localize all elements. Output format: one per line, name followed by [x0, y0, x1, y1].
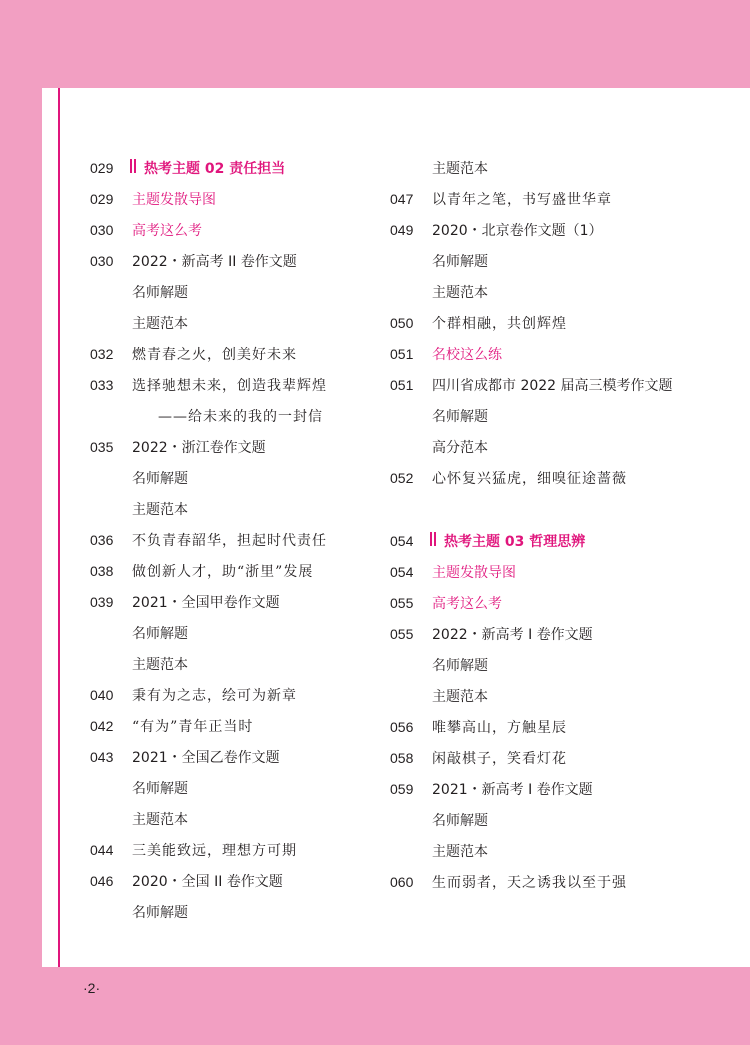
toc-title: 2022・新高考 II 卷作文题 — [132, 253, 297, 270]
toc-page-number: 033 — [90, 376, 114, 393]
toc-entry[interactable] — [390, 369, 740, 400]
toc-title: 三美能致远，理想方可期 — [132, 842, 297, 859]
toc-entry[interactable] — [90, 245, 390, 276]
toc-entry[interactable] — [90, 648, 390, 679]
toc-title: 2020・全国 II 卷作文题 — [132, 873, 283, 890]
toc-title: 主题范本 — [432, 284, 488, 301]
toc-page-number: 029 — [90, 190, 114, 207]
toc-title: 2022・浙江卷作文题 — [132, 439, 266, 456]
toc-entry[interactable] — [90, 741, 390, 772]
toc-title: 2022・新高考 I 卷作文题 — [432, 626, 593, 643]
toc-entry[interactable] — [390, 742, 740, 773]
toc-entry[interactable] — [90, 896, 390, 927]
toc-entry[interactable] — [390, 214, 740, 245]
toc-left-column — [90, 152, 390, 927]
toc-entry[interactable] — [390, 680, 740, 711]
toc-title: 名师解题 — [132, 284, 188, 301]
toc-entry[interactable] — [90, 400, 390, 431]
toc-page-number: 055 — [390, 625, 414, 642]
toc-page-number: 038 — [90, 562, 114, 579]
toc-page-number: 055 — [390, 594, 414, 611]
toc-page-number: 054 — [390, 563, 414, 580]
toc-page-number: 042 — [90, 717, 114, 734]
toc-page-number: 039 — [90, 593, 114, 610]
toc-title: 唯攀高山，方触星辰 — [432, 719, 567, 736]
toc-title: 主题范本 — [432, 843, 488, 860]
toc-title: 名师解题 — [432, 408, 488, 425]
toc-entry[interactable] — [390, 400, 740, 431]
toc-entry[interactable] — [90, 617, 390, 648]
toc-entry[interactable] — [90, 307, 390, 338]
toc-right-column — [390, 152, 740, 897]
toc-title: 生而弱者，天之诱我以至于强 — [432, 874, 627, 891]
toc-page-number: 030 — [90, 252, 114, 269]
toc-page-number: 054 — [390, 532, 414, 549]
margin-rule — [58, 88, 60, 967]
toc-entry[interactable] — [90, 524, 390, 555]
toc-entry[interactable] — [390, 649, 740, 680]
toc-entry[interactable] — [90, 679, 390, 710]
toc-page-number: 051 — [390, 345, 414, 362]
toc-title: 高分范本 — [432, 439, 488, 456]
toc-title: 主题范本 — [132, 501, 188, 518]
toc-entry[interactable] — [90, 338, 390, 369]
toc-entry[interactable] — [90, 710, 390, 741]
toc-title: 主题范本 — [132, 656, 188, 673]
toc-page-number: 052 — [390, 469, 414, 486]
toc-title: 心怀复兴猛虎，细嗅征途蔷薇 — [432, 470, 627, 487]
toc-entry[interactable] — [390, 152, 740, 183]
toc-entry[interactable] — [90, 214, 390, 245]
toc-entry[interactable] — [390, 835, 740, 866]
toc-page-number: 043 — [90, 748, 114, 765]
toc-title: 以青年之笔，书写盛世华章 — [432, 191, 612, 208]
toc-title: 闲敲棋子，笑看灯花 — [432, 750, 567, 767]
toc-title: 主题范本 — [432, 160, 488, 177]
toc-entry[interactable] — [90, 803, 390, 834]
toc-title: 秉有为之志，绘可为新章 — [132, 687, 297, 704]
toc-page-number: 029 — [90, 159, 114, 176]
toc-page-number: 047 — [390, 190, 414, 207]
toc-title: 个群相融，共创辉煌 — [432, 315, 567, 332]
toc-page-number: 035 — [90, 438, 114, 455]
toc-page-number: 030 — [90, 221, 114, 238]
toc-page-number: 059 — [390, 780, 414, 797]
toc-title: 2021・全国甲卷作文题 — [132, 594, 280, 611]
toc-entry[interactable] — [390, 338, 740, 369]
toc-entry[interactable] — [90, 555, 390, 586]
toc-page-number: 051 — [390, 376, 414, 393]
toc-title: “有为”青年正当时 — [132, 718, 254, 735]
toc-entry[interactable] — [390, 804, 740, 835]
toc-entry[interactable] — [390, 307, 740, 338]
toc-title: 名校这么练 — [432, 346, 502, 363]
toc-theme-heading[interactable] — [90, 152, 390, 183]
toc-entry[interactable] — [390, 431, 740, 462]
section-gap — [390, 493, 740, 525]
toc-entry[interactable] — [390, 276, 740, 307]
page-number: ·2· — [83, 980, 101, 996]
toc-title: 名师解题 — [432, 253, 488, 270]
toc-entry[interactable] — [90, 462, 390, 493]
toc-entry[interactable] — [90, 493, 390, 524]
toc-title: 燃青春之火，创美好未来 — [132, 346, 297, 363]
toc-title: 主题范本 — [132, 811, 188, 828]
toc-entry[interactable] — [90, 865, 390, 896]
toc-title: 主题发散导图 — [432, 564, 516, 581]
toc-entry[interactable] — [390, 462, 740, 493]
toc-entry[interactable] — [90, 772, 390, 803]
toc-entry[interactable] — [390, 866, 740, 897]
toc-entry[interactable] — [390, 618, 740, 649]
toc-entry[interactable] — [390, 773, 740, 804]
toc-title: ——给未来的我的一封信 — [158, 408, 323, 425]
toc-page-number: 044 — [90, 841, 114, 858]
toc-page-number: 049 — [390, 221, 414, 238]
toc-title: 2020・北京卷作文题（1） — [432, 222, 603, 239]
toc-title: 主题发散导图 — [132, 191, 216, 208]
toc-page-number: 040 — [90, 686, 114, 703]
toc-entry[interactable] — [390, 556, 740, 587]
toc-page-number: 056 — [390, 718, 414, 735]
toc-entry[interactable] — [90, 586, 390, 617]
toc-title: 做创新人才，助“浙里”发展 — [132, 563, 314, 580]
toc-entry[interactable] — [390, 587, 740, 618]
toc-title: 名师解题 — [432, 812, 488, 829]
theme-marker-icon — [430, 531, 438, 550]
toc-entry[interactable] — [390, 711, 740, 742]
toc-title: 主题范本 — [432, 688, 488, 705]
toc-title: 2021・新高考 I 卷作文题 — [432, 781, 593, 798]
theme-marker-icon — [130, 158, 138, 177]
toc-title: 2021・全国乙卷作文题 — [132, 749, 280, 766]
toc-entry[interactable] — [90, 276, 390, 307]
toc-page-number: 036 — [90, 531, 114, 548]
toc-title: 名师解题 — [432, 657, 488, 674]
toc-title: 高考这么考 — [132, 222, 202, 239]
toc-page-number: 060 — [390, 873, 414, 890]
toc-title: 高考这么考 — [432, 595, 502, 612]
toc-title: 名师解题 — [132, 625, 188, 642]
toc-entry[interactable] — [390, 183, 740, 214]
toc-page-number: 032 — [90, 345, 114, 362]
toc-title: 选择驰想未来，创造我辈辉煌 — [132, 377, 327, 394]
toc-page-number: 050 — [390, 314, 414, 331]
toc-title: 热考主题 03 哲理思辨 — [444, 533, 586, 550]
toc-title: 主题范本 — [132, 315, 188, 332]
toc-title: 名师解题 — [132, 904, 188, 921]
toc-title: 四川省成都市 2022 届高三模考作文题 — [432, 377, 673, 394]
toc-entry[interactable] — [90, 431, 390, 462]
toc-entry[interactable] — [90, 834, 390, 865]
toc-title: 名师解题 — [132, 780, 188, 797]
toc-title: 热考主题 02 责任担当 — [144, 160, 286, 177]
toc-entry[interactable] — [390, 245, 740, 276]
toc-entry[interactable] — [90, 369, 390, 400]
toc-page-number: 058 — [390, 749, 414, 766]
toc-page-number: 046 — [90, 872, 114, 889]
toc-title: 名师解题 — [132, 470, 188, 487]
toc-entry[interactable] — [90, 183, 390, 214]
toc-theme-heading[interactable] — [390, 525, 740, 556]
toc-title: 不负青春韶华，担起时代责任 — [132, 532, 327, 549]
